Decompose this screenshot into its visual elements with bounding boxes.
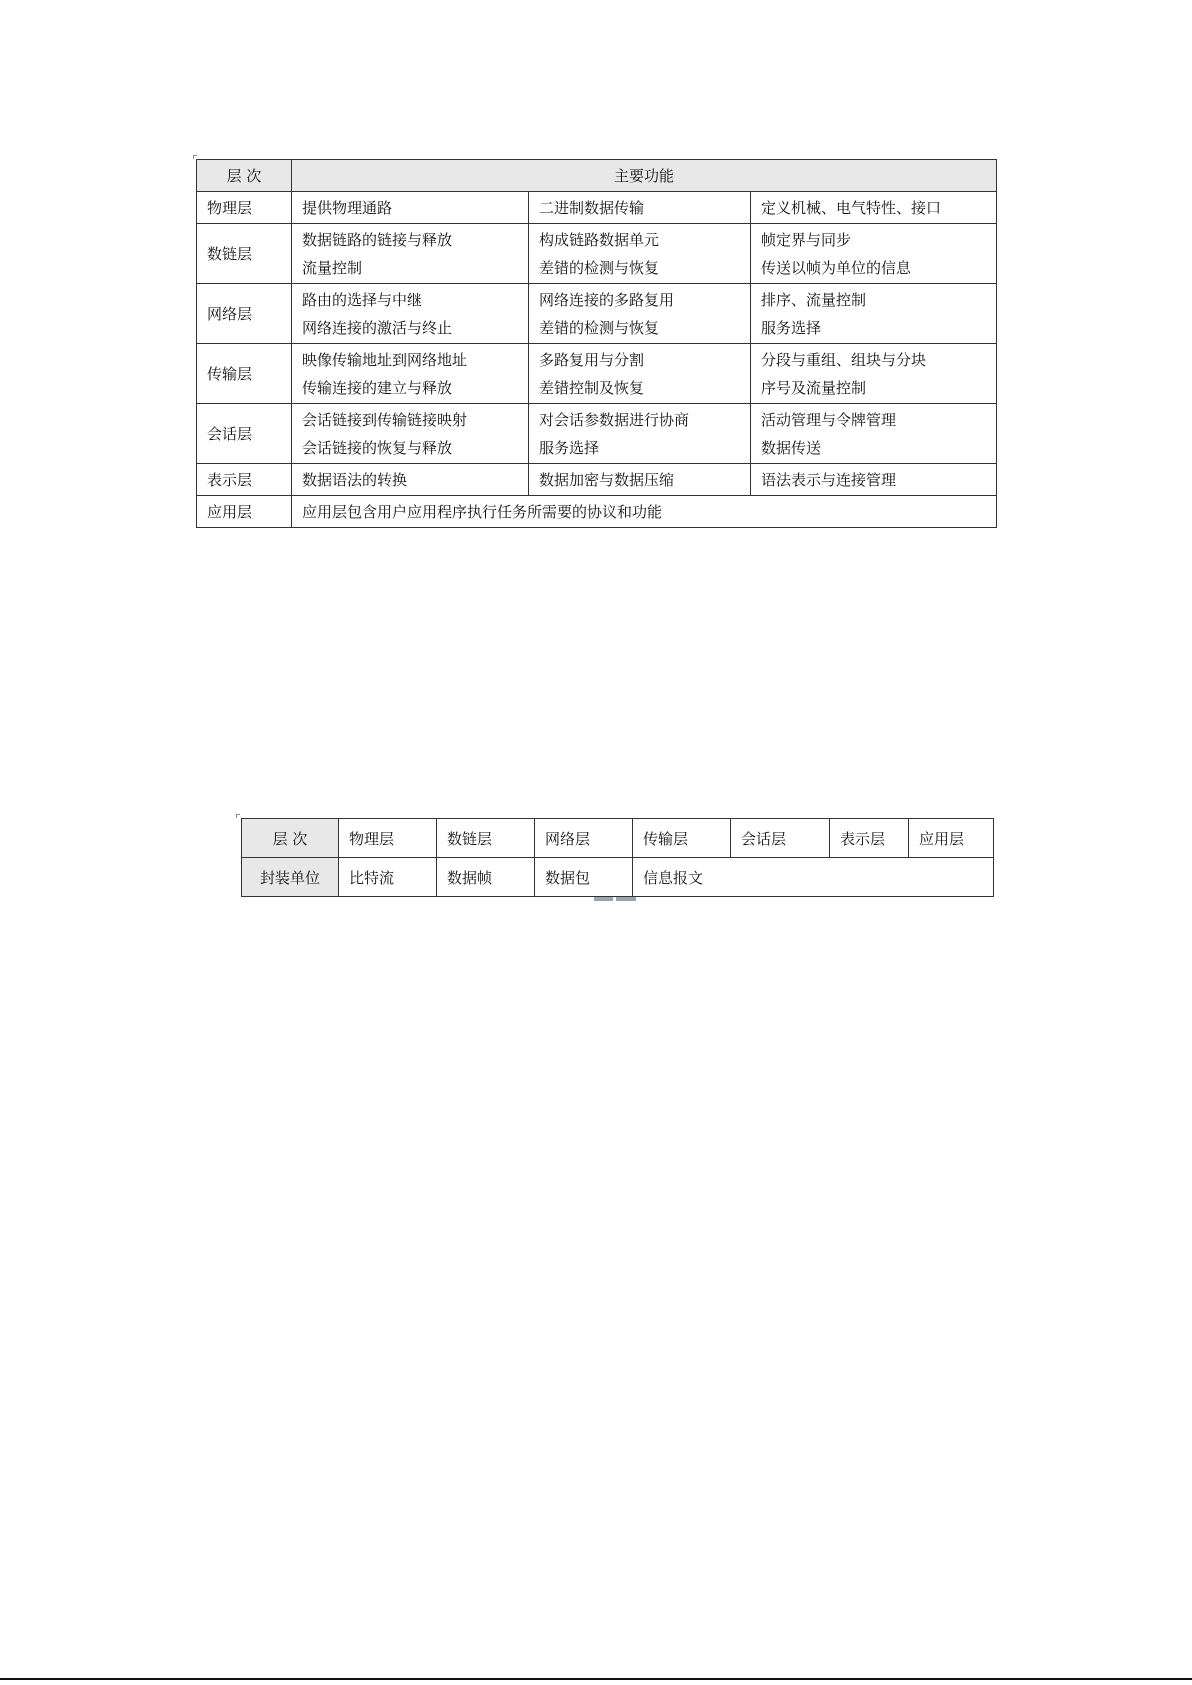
header-unit-cell: 封装单位 bbox=[242, 858, 339, 897]
layer-cell: 网络层 bbox=[535, 819, 633, 858]
layer-cell: 应用层 bbox=[909, 819, 994, 858]
layer-name-cell: 会话层 bbox=[197, 404, 292, 464]
function-text: 差错的检测与恢复 bbox=[539, 318, 660, 337]
function-text: 流量控制 bbox=[302, 258, 363, 277]
function-cell bbox=[292, 404, 529, 464]
function-text: 帧定界与同步 bbox=[761, 230, 852, 249]
layer-cell: 数链层 bbox=[437, 819, 535, 858]
function-cell bbox=[529, 464, 751, 496]
function-text: 差错控制及恢复 bbox=[539, 378, 645, 397]
function-cell bbox=[529, 404, 751, 464]
function-cell bbox=[751, 404, 997, 464]
function-text: 分段与重组、组块与分块 bbox=[761, 350, 927, 369]
table-header-row bbox=[197, 160, 997, 192]
layer-name-cell: 表示层 bbox=[197, 464, 292, 496]
function-text: 服务选择 bbox=[761, 318, 822, 337]
function-text: 排序、流量控制 bbox=[761, 290, 867, 309]
table-row bbox=[197, 496, 997, 528]
function-text: 二进制数据传输 bbox=[539, 198, 645, 217]
table-row bbox=[197, 284, 997, 344]
function-cell bbox=[751, 464, 997, 496]
function-text: 序号及流量控制 bbox=[761, 378, 867, 397]
function-text: 数据链路的链接与释放 bbox=[302, 230, 453, 249]
layer-cell: 会话层 bbox=[731, 819, 830, 858]
unit-cell: 数据包 bbox=[535, 858, 633, 897]
header-layer-cell: 层 次 bbox=[197, 160, 292, 192]
function-cell bbox=[751, 344, 997, 404]
unit-cell: 信息报文 bbox=[633, 858, 994, 897]
function-span-cell: 应用层包含用户应用程序执行任务所需要的协议和功能 bbox=[292, 496, 997, 528]
table-row bbox=[197, 224, 997, 284]
function-text: 数据加密与数据压缩 bbox=[539, 470, 675, 489]
function-text: 差错的检测与恢复 bbox=[539, 258, 660, 277]
function-cell bbox=[292, 464, 529, 496]
table-row bbox=[197, 192, 997, 224]
function-text: 定义机械、电气特性、接口 bbox=[761, 198, 942, 217]
function-cell bbox=[529, 344, 751, 404]
function-text: 数据语法的转换 bbox=[302, 470, 408, 489]
encapsulation-unit-table bbox=[241, 818, 994, 897]
function-text: 语法表示与连接管理 bbox=[761, 470, 897, 489]
function-cell bbox=[751, 192, 997, 224]
layer-cell: 表示层 bbox=[830, 819, 909, 858]
layer-name-cell: 传输层 bbox=[197, 344, 292, 404]
table2-corner-mark bbox=[236, 814, 240, 818]
function-cell bbox=[529, 192, 751, 224]
layer-name-cell: 物理层 bbox=[197, 192, 292, 224]
osi-functions-table bbox=[196, 159, 997, 528]
function-text: 多路复用与分割 bbox=[539, 350, 645, 369]
header-layer-cell: 层 次 bbox=[242, 819, 339, 858]
table-row bbox=[197, 344, 997, 404]
function-text: 路由的选择与中继 bbox=[302, 290, 423, 309]
unit-cell: 数据帧 bbox=[437, 858, 535, 897]
function-text: 传输连接的建立与释放 bbox=[302, 378, 453, 397]
function-text: 构成链路数据单元 bbox=[539, 230, 660, 249]
header-functions-cell: 主要功能 bbox=[292, 160, 997, 192]
function-text: 传送以帧为单位的信息 bbox=[761, 258, 912, 277]
function-cell bbox=[529, 224, 751, 284]
function-text: 会话链接的恢复与释放 bbox=[302, 438, 453, 457]
selection-handle-mark bbox=[594, 897, 636, 901]
layer-name-cell: 数链层 bbox=[197, 224, 292, 284]
unit-row bbox=[242, 858, 994, 897]
table-row bbox=[197, 404, 997, 464]
layer-name-cell: 应用层 bbox=[197, 496, 292, 528]
function-text: 数据传送 bbox=[761, 438, 822, 457]
unit-cell: 比特流 bbox=[339, 858, 437, 897]
function-cell bbox=[292, 344, 529, 404]
function-text: 网络连接的激活与终止 bbox=[302, 318, 453, 337]
layer-cell: 物理层 bbox=[339, 819, 437, 858]
table-row bbox=[197, 464, 997, 496]
function-text: 提供物理通路 bbox=[302, 198, 393, 217]
function-text: 服务选择 bbox=[539, 438, 600, 457]
function-text: 会话链接到传输链接映射 bbox=[302, 410, 468, 429]
function-cell bbox=[292, 192, 529, 224]
function-cell bbox=[529, 284, 751, 344]
function-text: 网络连接的多路复用 bbox=[539, 290, 675, 309]
layer-name-cell: 网络层 bbox=[197, 284, 292, 344]
function-cell bbox=[751, 284, 997, 344]
function-cell bbox=[751, 224, 997, 284]
function-text: 对会话参数据进行协商 bbox=[539, 410, 690, 429]
layer-row bbox=[242, 819, 994, 858]
function-cell bbox=[292, 224, 529, 284]
function-text: 活动管理与令牌管理 bbox=[761, 410, 897, 429]
function-text: 映像传输地址到网络地址 bbox=[302, 350, 468, 369]
layer-cell: 传输层 bbox=[633, 819, 731, 858]
function-cell bbox=[292, 284, 529, 344]
page-bottom-rule bbox=[0, 1678, 1192, 1680]
